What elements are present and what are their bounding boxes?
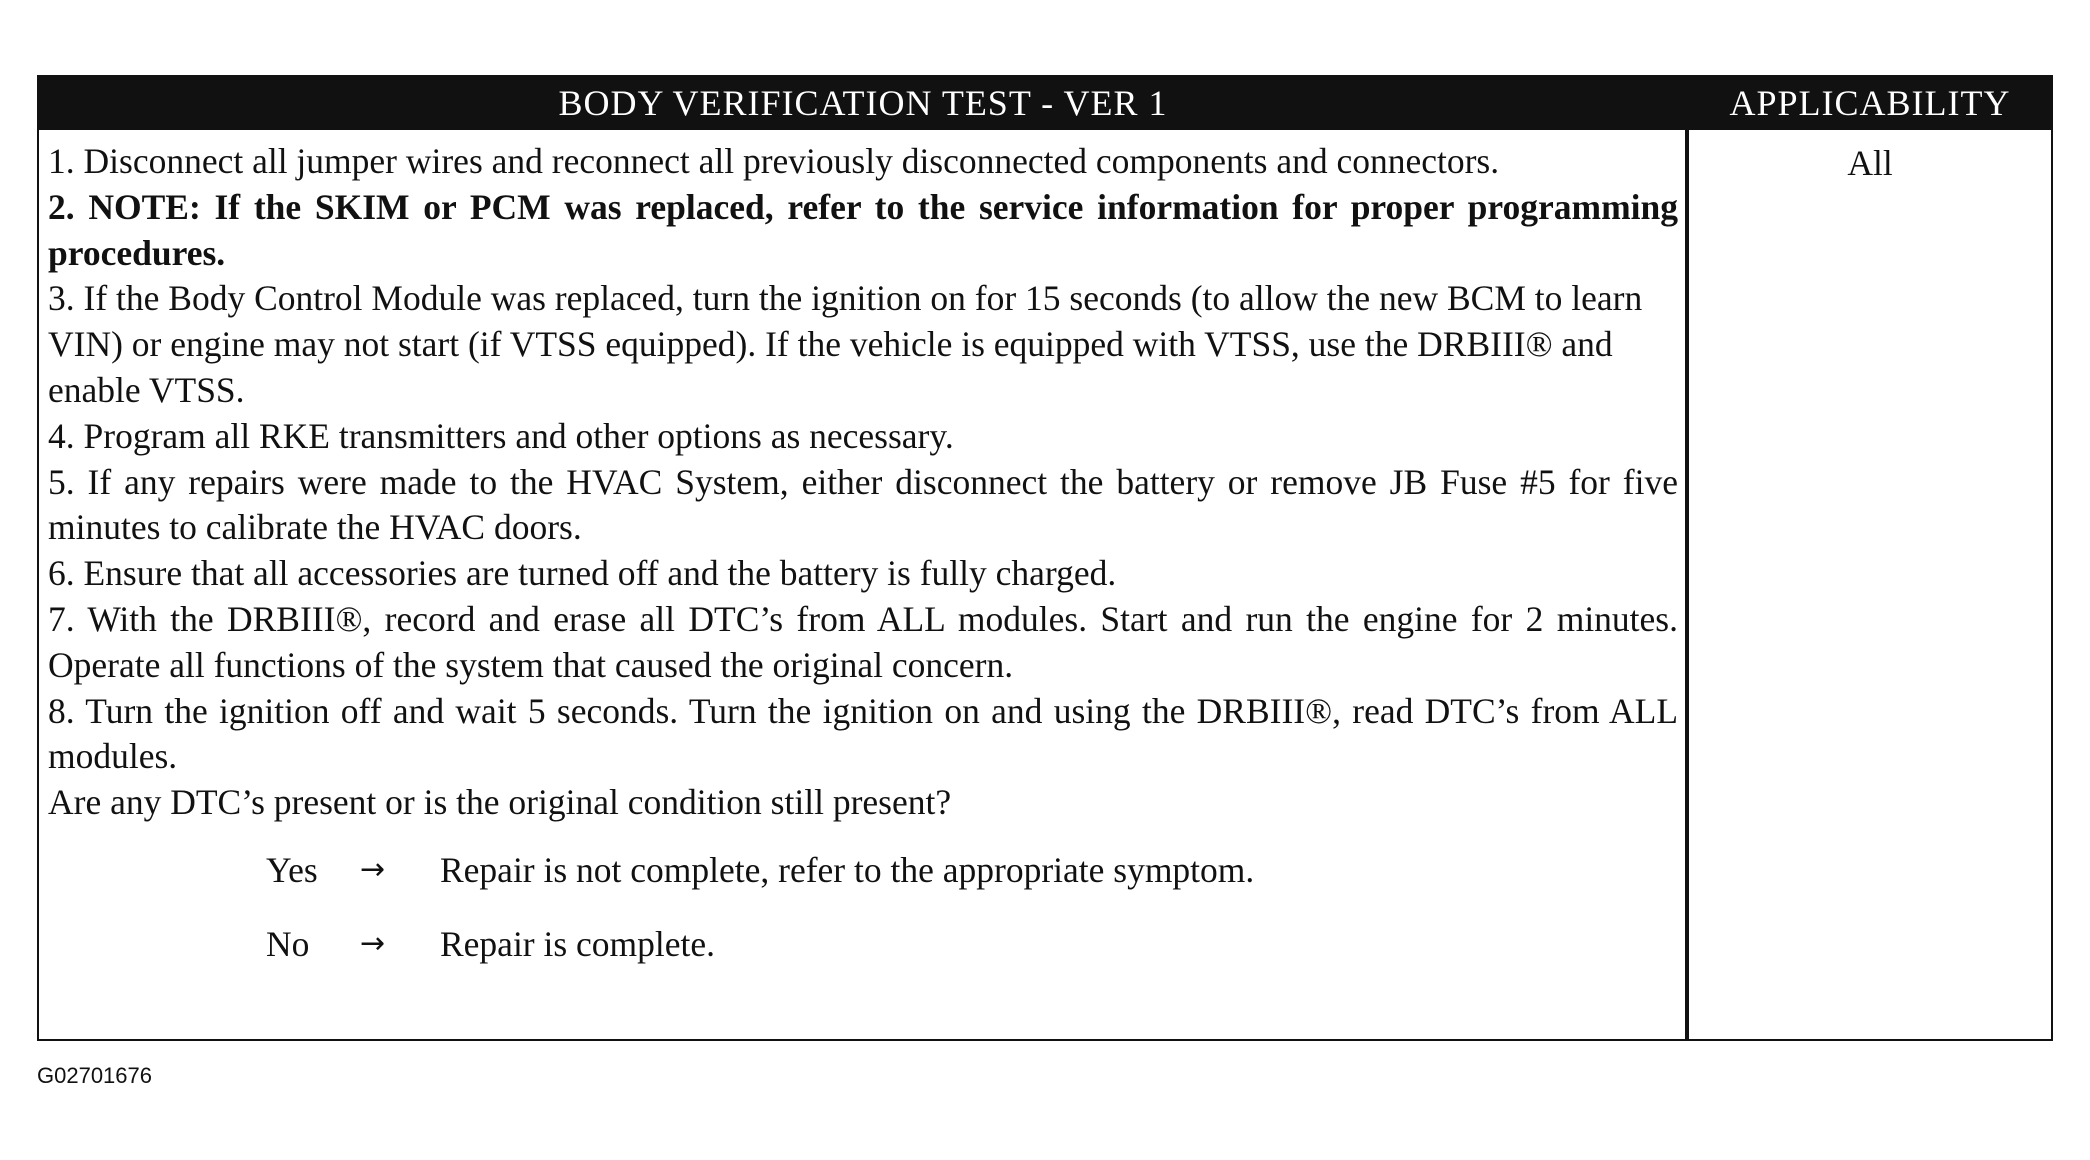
applicability-header: APPLICABILITY [1729, 83, 2011, 123]
answer-no [48, 916, 1678, 990]
answer-list [48, 842, 1678, 990]
verification-test-table [37, 75, 2053, 1041]
table-header [39, 77, 2051, 130]
column-divider [1685, 130, 1689, 1039]
answer-yes-label: Yes [266, 849, 318, 890]
answer-yes-text: Repair is not complete, refer to the appropriate symptom. [440, 849, 1255, 890]
answer-yes [48, 842, 1678, 916]
right-arrow-icon: → [360, 851, 386, 887]
right-arrow-icon: → [360, 925, 386, 961]
step-8: 8. Turn the ignition off and wait 5 seconds. Turn the ignition on and using the DRBIII®, read DTC’s from ALL modules. [48, 690, 1678, 777]
answer-no-label: No [266, 923, 310, 964]
step-1: 1. Disconnect all jumper wires and reconnect all previously disconnected components and connectors. [48, 141, 1500, 181]
question: Are any DTC’s present or is the original condition still present? [48, 782, 952, 823]
step-4: 4. Program all RKE transmitters and other options as necessary. [48, 415, 954, 456]
step-6: 6. Ensure that all accessories are turned off and the battery is fully charged. [48, 553, 1117, 594]
step-3: 3. If the Body Control Module was replaced, turn the ignition on for 15 seconds (to allow the new BCM to learn VIN) or engine may not start (if VTSS equipped). If the vehicle is equipped with VTSS, use the DRBIII® and enable VTSS. [48, 278, 1643, 410]
step-2-note: 2. NOTE: If the SKIM or PCM was replaced, refer to the service information for proper programming procedures. [48, 186, 1678, 273]
test-title: BODY VERIFICATION TEST - VER 1 [558, 83, 1168, 123]
answer-no-text: Repair is complete. [440, 923, 716, 964]
step-7: 7. With the DRBIII®, record and erase all DTC’s from ALL modules. Start and run the engine for 2 minutes. Operate all functions of the system that caused the original concern. [48, 598, 1678, 685]
applicability-value: All [1847, 143, 1893, 183]
procedure-steps [48, 139, 1678, 990]
step-5: 5. If any repairs were made to the HVAC System, either disconnect the battery or remove JB Fuse #5 for five minutes to calibrate the HVAC doors. [48, 461, 1678, 548]
figure-id: G02701676 [37, 1063, 152, 1088]
